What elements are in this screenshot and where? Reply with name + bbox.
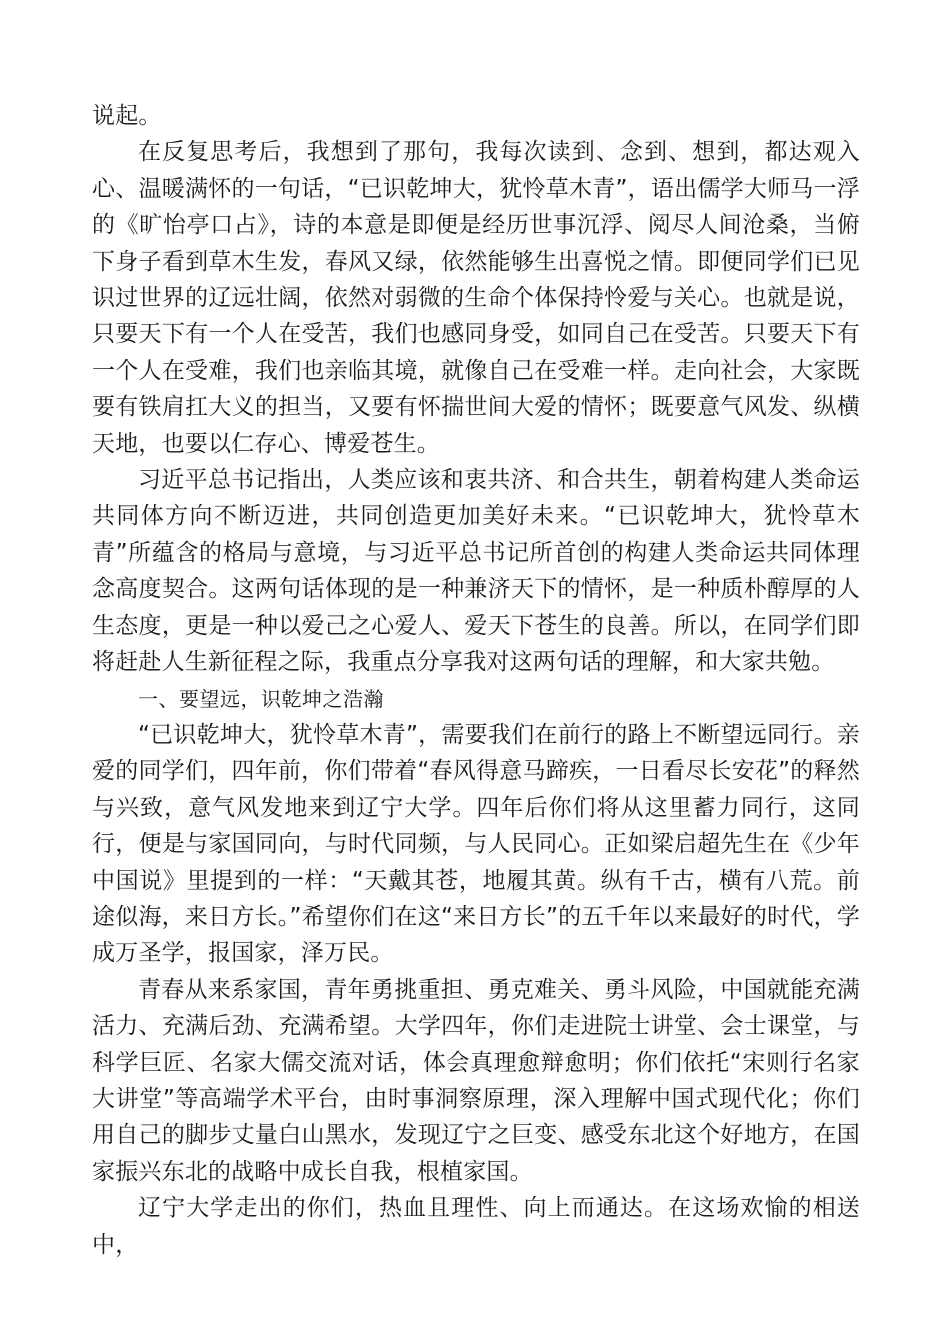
section-heading-1: 一、要望远，识乾坤之浩瀚 (138, 686, 384, 711)
paragraph-closing: 辽宁大学走出的你们，热血且理性、向上而通达。在这场欢愉的相送中， (92, 1195, 860, 1258)
paragraph-reflection: 在反复思考后，我想到了那句，我每次读到、念到、想到，都达观入心、温暖满怀的一句话，“已识乾坤大，犹怜草木青”，语出儒学大师马一浮的《旷怡亭口占》，诗的本意是即便是经历世事沉浮、阅尽人间沧桑，当俯下身子看到草木生发，春风又绿，依然能够生出喜悦之情。即便同学们已见识过世界的辽远壮阔，依然对弱微的生命个体保持怜爱与关心。也就是说，只要天下有一个人在受苦，我们也感同身受，如同自己在受苦。只要天下有一个人在受难，我们也亲临其境，就像自己在受难一样。走向社会，大家既要有铁肩扛大义的担当，又要有怀揣世间大爱的情怀；既要意气风发、纵横天地，也要以仁存心、博爱苍生。 (92, 139, 860, 457)
paragraph-look-far: “已识乾坤大，犹怜草木青”，需要我们在前行的路上不断望远同行。亲爱的同学们，四年前，你们带着“春风得意马蹄疾，一日看尽长安花”的释然与兴致，意气风发地来到辽宁大学。四年后你们将从这里蓄力同行，这同行，便是与家国同向，与时代同频，与人民同心。正如梁启超先生在《少年中国说》里提到的一样：“天戴其苍，地履其黄。纵有千古，横有八荒。前途似海，来日方长。”希望你们在这“来日方长”的五千年以来最好的时代，学成万圣学，报国家，泽万民。 (92, 721, 860, 967)
document-body (92, 98, 860, 1263)
paragraph-youth-nation: 青春从来系家国，青年勇挑重担、勇克难关、勇斗风险，中国就能充满活力、充满后劲、充满希望。大学四年，你们走进院士讲堂、会士课堂，与科学巨匠、名家大儒交流对话，体会真理愈辩愈明；你们依托“宋则行名家大讲堂”等高端学术平台，由时事洞察原理，深入理解中国式现代化；你们用自己的脚步丈量白山黑水，发现辽宁之巨变、感受东北这个好地方，在国家振兴东北的战略中成长自我，根植家国。 (92, 976, 860, 1185)
paragraph-continuation: 说起。 (92, 103, 162, 129)
paragraph-community: 习近平总书记指出，人类应该和衷共济、和合共生，朝着构建人类命运共同体方向不断迈进，共同创造更加美好未来。“已识乾坤大，犹怜草木青”所蕴含的格局与意境，与习近平总书记所首创的构建人类命运共同体理念高度契合。这两句话体现的是一种兼济天下的情怀，是一种质朴醇厚的人生态度，更是一种以爱己之心爱人、爱天下苍生的良善。所以，在同学们即将赶赴人生新征程之际，我重点分享我对这两句话的理解，和大家共勉。 (92, 467, 860, 676)
